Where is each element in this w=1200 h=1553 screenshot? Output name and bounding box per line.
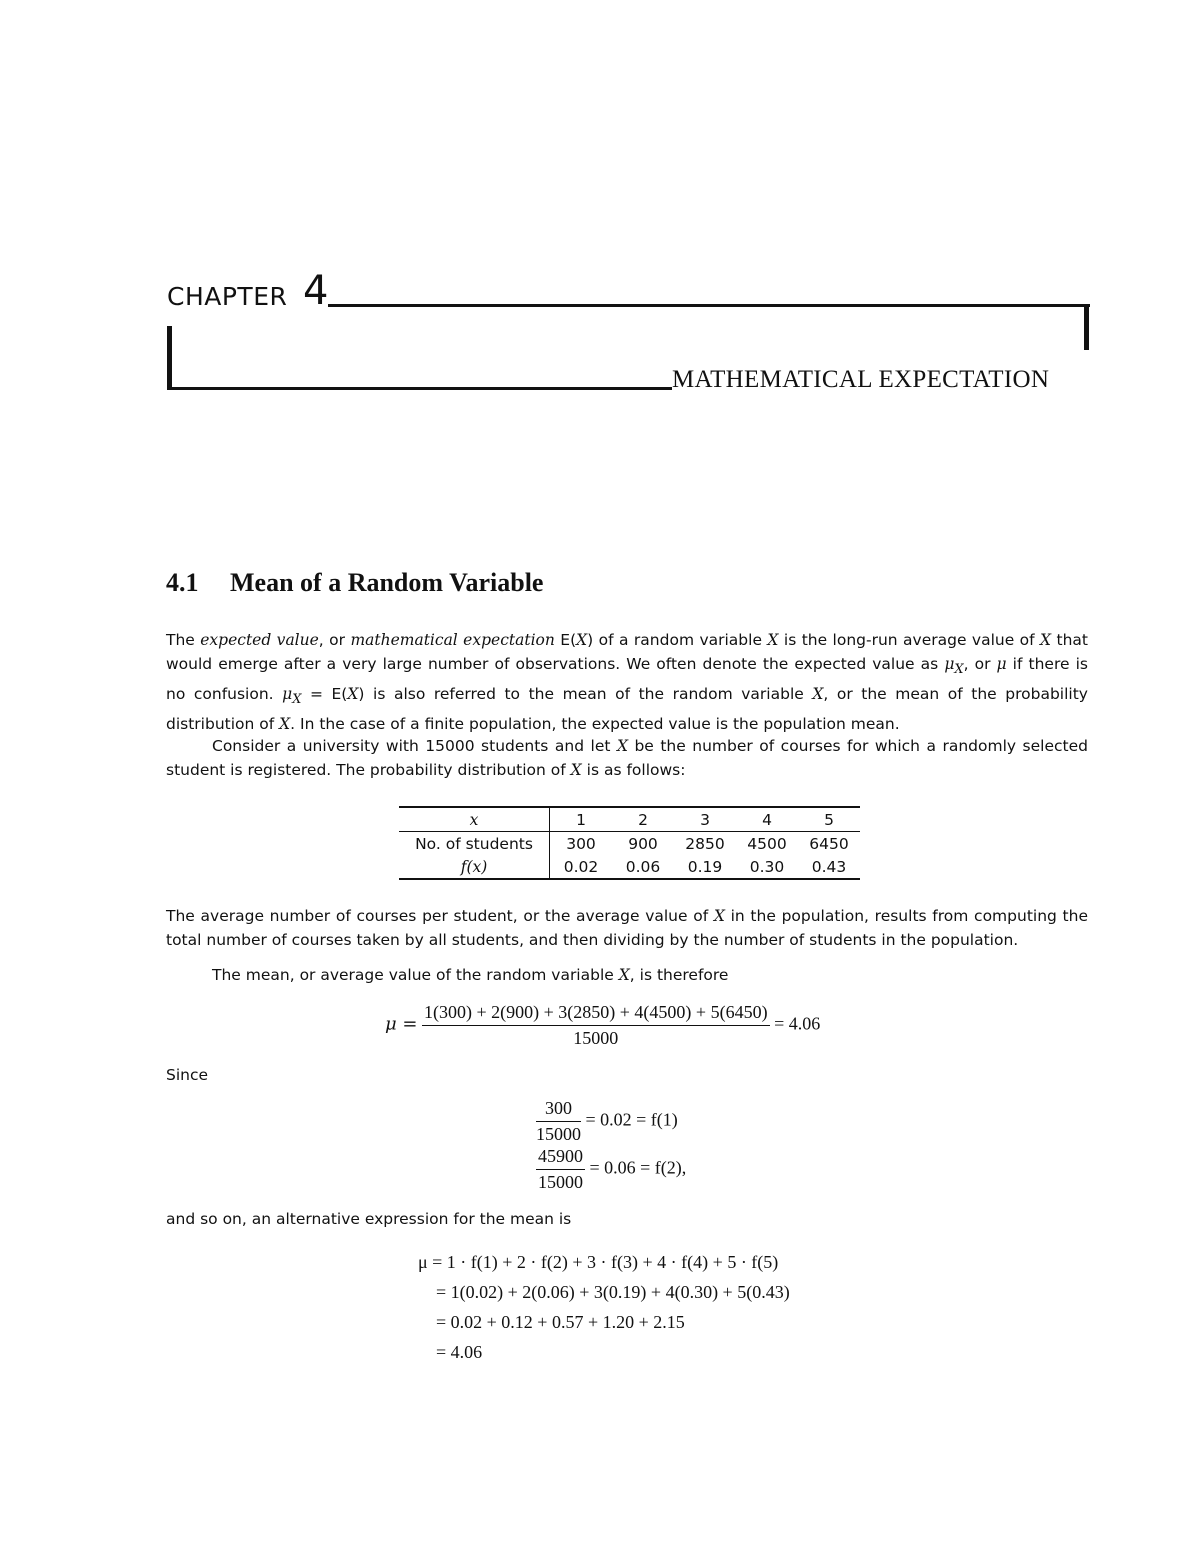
chapter-rule-left [167, 326, 172, 390]
table-cell: 300 [566, 834, 596, 853]
table-header-cell: No. of students [399, 832, 550, 856]
table-cell: 2 [612, 807, 674, 832]
table-cell: 0.30 [736, 855, 798, 879]
paragraph-expected-value: The expected value, or mathematical expectation E(X) of a random variable X is the long-run average value of X that would emerge after a very large number of observations. We often denote the expected value as $\mu_X$, or μ if there is no confusion. $\mu_X = E(X)$ is also referred to the mean of the random variable X, or the mean of the probability distribution of X. In the case of a finite population, the expected value is the population mean. [166, 631, 1088, 734]
paragraph-university-example: Consider a university with 15000 students and let X be the number of courses for which a randomly selected student is registered. The probability distribution of X is as follows: [166, 737, 1088, 779]
table-cell: 0.43 [798, 855, 860, 879]
equation-line: μ = 1 · f(1) + 2 · f(2) + 3 · f(3) + 4 · f(4) + 5 · f(5) [418, 1252, 779, 1272]
equation-line: = 4.06 [436, 1342, 483, 1362]
equation-alternative-mean [418, 1252, 790, 1372]
chapter-rule-top [328, 304, 1090, 307]
probability-distribution-table [399, 806, 860, 880]
chapter-rule-bottom [167, 387, 672, 390]
equation-f1: $\frac{300}{15000}$ = 0.02 = f(1) [536, 1098, 678, 1144]
chapter-label: CHAPTER [167, 282, 288, 311]
paragraph-mean-therefore: The mean, or average value of the random variable X, is therefore [212, 966, 729, 984]
table-cell: 3 [674, 807, 736, 832]
equation-mean: μ = $\frac{1(300) + 2(900) + 3(2850) + 4(4500) + 5(6450)}{15000}$ = 4.06 [385, 1002, 821, 1048]
table-cell: 0.02 [550, 855, 613, 879]
table-header-cell: f(x) [399, 855, 550, 879]
chapter-rule-right [1084, 304, 1089, 350]
section-heading [166, 568, 543, 598]
section-title: Mean of a Random Variable [230, 568, 544, 597]
equation-line: = 0.02 + 0.12 + 0.57 + 1.20 + 2.15 [436, 1312, 685, 1332]
chapter-title: MATHEMATICAL EXPECTATION [672, 366, 1050, 393]
fraction: $\frac{1(300) + 2(900) + 3(2850) + 4(4500) + 5(6450)}{15000}$ [424, 1002, 768, 1048]
table-cell: 900 [628, 834, 658, 853]
table-cell: 4500 [747, 834, 787, 853]
table-cell: 0.19 [674, 855, 736, 879]
chapter-number: 4 [303, 268, 329, 314]
table-header-cell: x [399, 807, 550, 832]
paragraph-average-courses: The average number of courses per student, or the average value of X in the population, results from computing the total number of courses taken by all students, and then dividing by the number of students in the population. [166, 907, 1088, 949]
table-cell: 4 [736, 807, 798, 832]
fraction: $\frac{300}{15000}$ [536, 1098, 581, 1144]
table-cell: 5 [798, 807, 860, 832]
section-number: 4.1 [166, 568, 199, 597]
table-cell: 1 [550, 807, 613, 832]
alternative-expression-text: and so on, an alternative expression for the mean is [166, 1210, 572, 1228]
table-cell: 6450 [809, 834, 849, 853]
since-text: Since [166, 1066, 209, 1084]
table-row [399, 807, 860, 832]
table-cell: 2850 [685, 834, 725, 853]
equation-line: = 1(0.02) + 2(0.06) + 3(0.19) + 4(0.30) + 5(0.43) [436, 1282, 790, 1302]
fraction: $\frac{45900}{15000}$ [538, 1146, 583, 1192]
table-cell: 0.06 [612, 855, 674, 879]
table-row [399, 855, 860, 879]
equation-f2: $\frac{45900}{15000}$ = 0.06 = f(2), [538, 1146, 687, 1192]
table-row [399, 832, 860, 856]
